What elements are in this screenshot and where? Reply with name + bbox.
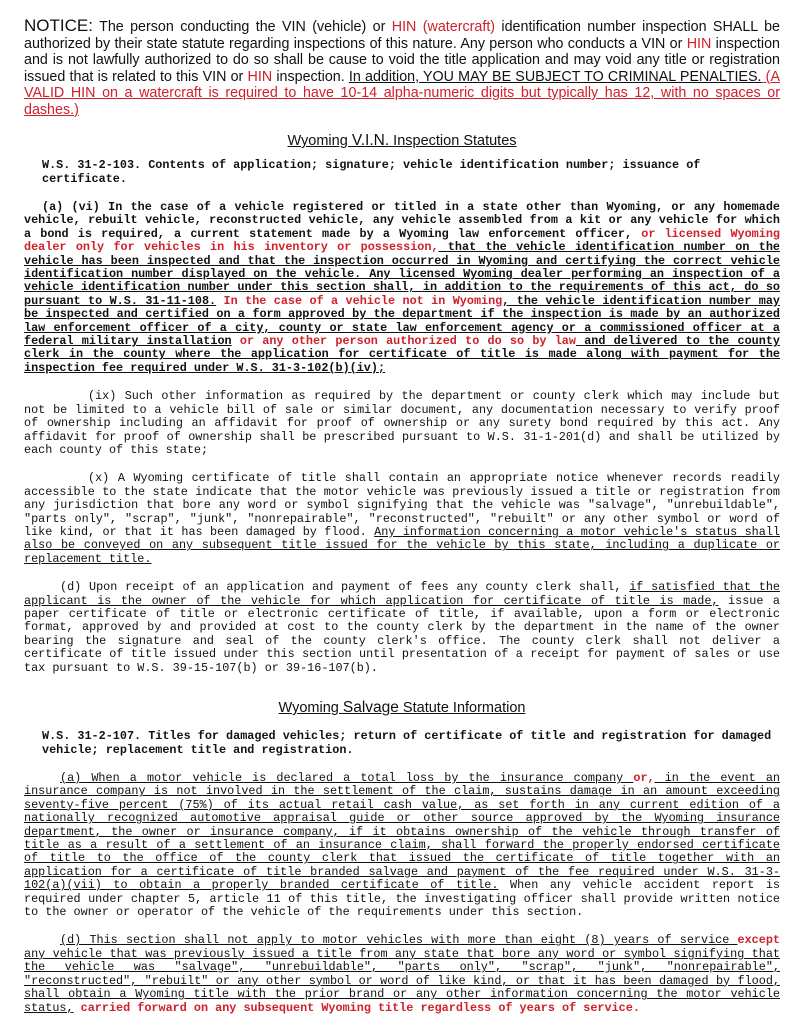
notice-hin-2: HIN (686, 35, 712, 52)
ws-103-a-vi-paragraph (24, 201, 780, 375)
document-page (24, 18, 780, 1015)
vin-heading-part-3: Inspection Statutes (389, 133, 517, 149)
a-vi-red-3: or any other person authorized to do so by law (231, 334, 576, 349)
salvage-statute-heading (24, 699, 780, 717)
notice-hin-note: (A VALID HIN on a watercraft is required to have 10-14 alpha-numeric digits but typically has 12, with no spaces or dashes.) (24, 68, 780, 118)
notice-penalty: In addition, YOU MAY BE SUBJECT TO CRIMINAL PENALTIES. (348, 68, 762, 85)
vin-statutes-heading (24, 132, 780, 150)
d-underlined: if satisfied that the applicant is the owner of the vehicle for which application for certificate of title is made, (24, 580, 780, 608)
107-d-underlined: any vehicle that was previously issued a title from any state that bore any word or symbol signifying that the vehicle was "salvage", "unrebuildable", "parts only", "scrap", "junk", "nonrepairable", "reconstructed", "rebuilt" or any other symbol or word of like kind, or that it has been damaged by flood, shall obtain a Wyoming title with the prior brand or any other information concerning the motor vehicle status, (24, 946, 780, 1015)
vin-heading-part-1: Wyoming (287, 133, 352, 149)
a-vi-text-1: (a) (vi) In the case of a vehicle registered or titled in a state other than Wyoming, or any homemade vehicle, rebuilt vehicle, reconstructed vehicle, any vehicle assembled from a kit or any vehicle for which a bond is required, a current statement made by a Wyoming law enforcement officer, (24, 200, 780, 241)
a-vi-text-4: and delivered to the county clerk in the county where the application for certificate of title is made along with payment for the inspection fee required under W.S. 31-3-102(b)(iv); (24, 334, 780, 375)
ws-31-2-103-title: W.S. 31-2-103. Contents of application; signature; vehicle identification number; issuance of certificate. (42, 158, 701, 186)
notice-text-4: inspection. (272, 68, 349, 85)
ws-103-x-paragraph (24, 472, 780, 566)
a-vi-red-1: or licensed Wyoming dealer only for vehicles in his inventory or possession, (24, 226, 780, 255)
notice-text-1: The person conducting the VIN (vehicle) or (92, 19, 392, 35)
ws-107-d-paragraph (24, 934, 780, 1014)
107-d-text: (d) This section shall not apply to motor vehicles with more than eight (8) years of service (60, 933, 738, 948)
notice-paragraph (24, 18, 780, 118)
ix-text: (ix) Such other information as required by the department or county clerk which may include but not be limited to a vehicle bill of sale or similar document, any documentation necessary to verify proof of ownership including an affidavit for proof of ownership or any surety bond required by this act. Any affidavit for proof of ownership shall be prescribed pursuant to W.S. 31-1-201(d) and shall be utilized by each county of this state; (24, 389, 780, 457)
ws-103-d-paragraph (24, 581, 780, 675)
salvage-heading-part-1: Wyoming (278, 700, 343, 716)
107-a-text: When any vehicle accident report is required under chapter 5, article 11 of this title, the investigating officer shall provide written notice to the owner or operator of the vehicle of the requirements under this section. (24, 878, 781, 920)
notice-hin-1: HIN (watercraft) (391, 19, 496, 35)
107-a-red: or, (633, 771, 655, 785)
107-a-underlined-2: in the event an insurance company is not involved in the settlement of the claim, sustains damage in an amount exceeding seventy-five percent (75%) of its actual retail cash value, as set forth in any current edition of a nationally recognized automotive appraisal guide or other source approved by the Wyoming insurance department, the owner or insurance company, if it obtains ownership of the vehicle through transfer of title as a result of a settlement of an insurance claim, shall forward the properly endorsed certificate of title to the office of the county clerk that issued the certificate of title together with an application for a certificate of title branded salvage and payment of the fee required under W.S. 31-3-102(a)(vii) to obtain a properly branded certificate of title. (24, 771, 780, 893)
notice-text-3: inspection and is not lawfully authorized to do so shall be cause to void the title application and may void any title or registration issued that is related to this VIN or (24, 35, 780, 85)
d-text-1: (d) Upon receipt of an application and payment of fees any county clerk shall, (60, 580, 630, 595)
ws-103-ix-paragraph (24, 390, 780, 457)
x-underlined: Any information concerning a motor vehicle's status shall also be conveyed on any subsequent title issued for the vehicle by this state, including a duplicate or replacement title. (24, 524, 780, 566)
107-d-red-1: except (737, 933, 780, 948)
notice-hin-3: HIN (247, 68, 273, 85)
notice-lead: NOTICE: (24, 16, 93, 35)
x-text-1: (x) A Wyoming certificate of title shall contain an appropriate notice whenever records readily accessible to the state indicate that the motor vehicle was previously issued a title or registration from any jurisdiction that bore any word or symbol signifying that the vehicle was "salvage", "unrebuildable", "parts only", "scrap", "junk", "nonrepairable", "reconstructed", "rebuilt" or any other symbol or word of like kind, or that it has been damaged by flood. (24, 471, 780, 539)
d-text-2: issue a paper certificate of title or electronic certificate of title, if available, upon a form or electronic format, approved by and provided at cost to the county clerk by the department in the name of the owner bearing the signature and seal of the county clerk's office. The county clerk shall not deliver a certificate of title issued under this section until presentation of a receipt for payment of sales or use tax pursuant to W.S. 39-15-107(b) or 39-16-107(b). (24, 593, 781, 675)
a-vi-red-2: In the case of a vehicle not in Wyoming (216, 293, 503, 308)
107-d-red-2: carried forward on any subsequent Wyoming title regardless of years of service. (73, 1000, 640, 1015)
ws-31-2-107-title: W.S. 31-2-107. Titles for damaged vehicles; return of certificate of title and registration for damaged vehicle; replacement title and registration. (42, 729, 772, 757)
vin-heading-part-2: V.I.N. (351, 132, 390, 149)
a-vi-text-3: , the vehicle identification number may be inspected and certified on a form approved by the department if the inspection is made by an authorized law enforcement officer of a city, county or state law enforcement agency or a commissioned officer at a federal military installation (24, 293, 780, 349)
salvage-heading-part-2: Salvage (342, 699, 399, 716)
107-a-underlined-1: (a) When a motor vehicle is declared a total loss by the insurance company (60, 771, 634, 785)
notice-text-2: identification number inspection SHALL be authorized by their state statute regarding inspections of this nature. Any person who conducts a VIN or (24, 19, 780, 52)
salvage-heading-part-3: Statute Information (398, 700, 526, 716)
a-vi-text-2: that the vehicle identification number on the vehicle has been inspected and that the inspection occurred in Wyoming and certifying the correct vehicle identification number displayed on the vehicle. Any licensed Wyoming dealer performing an inspection of a vehicle identification number under this section shall, in addition to the requirements of this act, do so pursuant to W.S. 31-11-108. (24, 240, 780, 308)
ws-107-a-paragraph (24, 772, 780, 919)
